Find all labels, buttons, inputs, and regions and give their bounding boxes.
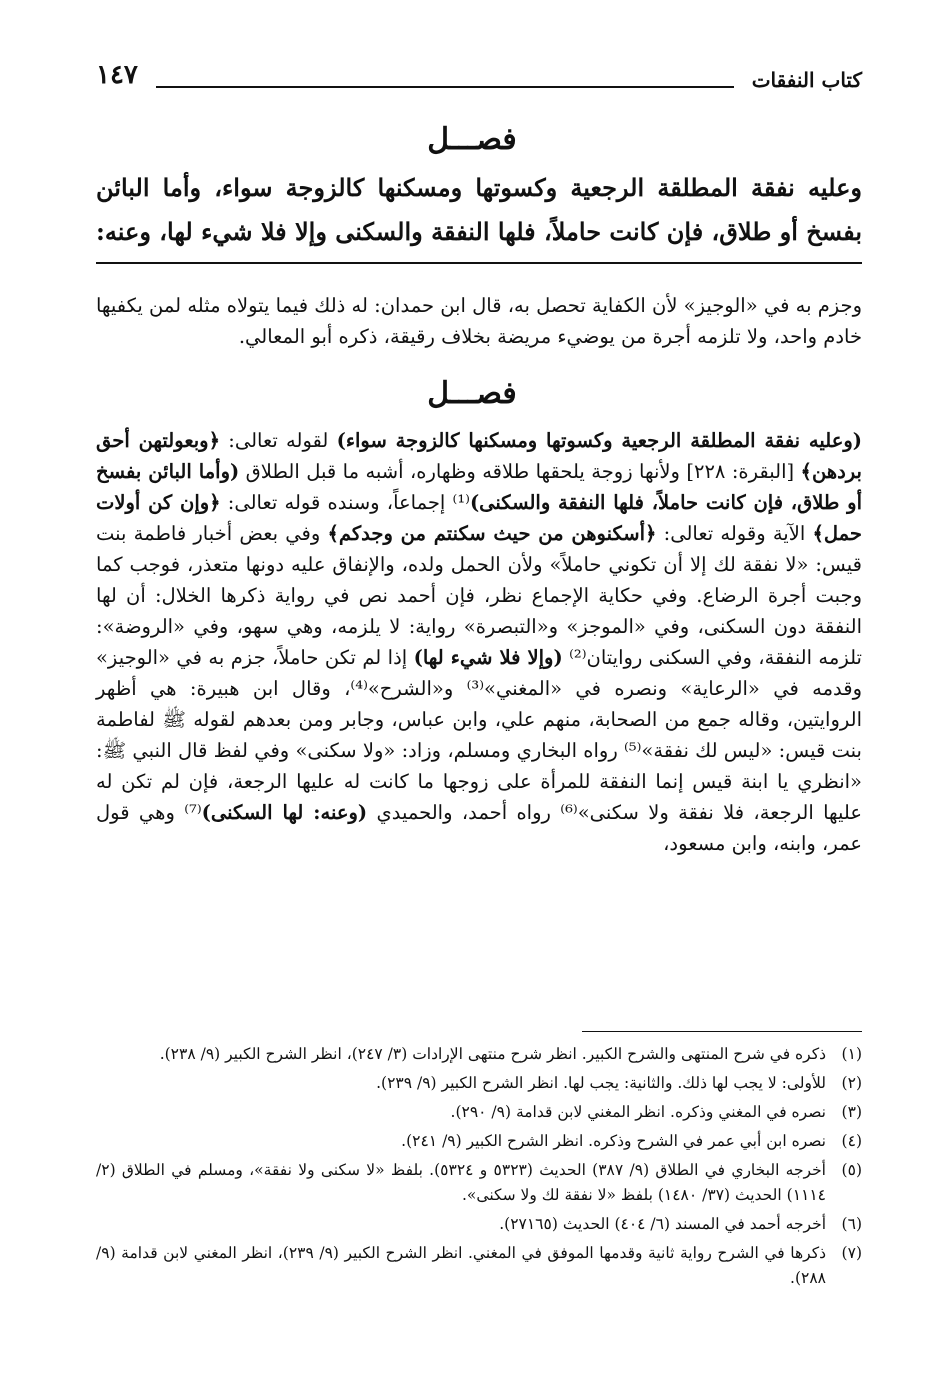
sharh-continuation: وجزم به في «الوجيز» لأن الكفاية تحصل به، قال ابن حمدان: له ذلك فيما يتولاه مثله لمن يكفيها خادم واحد، ولا تلزمه أجرة من يوضيء مريضة بخلاف رقيقة، ذكره أبو المعالي. xyxy=(95,294,862,348)
footnote-text: ذكرها في الشرح رواية ثانية وقدمها الموفق في المغني. انظر الشرح الكبير (٩/ ٢٣٩)، انظر المغني لابن قدامة (٩/ ٢٨٨). xyxy=(96,1244,826,1287)
page-header xyxy=(96,58,862,98)
header-rule xyxy=(156,86,734,88)
footnote-number: (٤) xyxy=(841,1132,862,1150)
footnote-text: نصره ابن أبي عمر في الشرح وذكره. انظر الشرح الكبير (٩/ ٢٤١). xyxy=(401,1132,826,1150)
matn-quote: (وأما البائن بفسخ أو طلاق، فإن كانت حاملاً، فلها النفقة والسكنى) xyxy=(96,460,862,514)
footnote-number: (٦) xyxy=(841,1215,862,1233)
matn-quote: (وإلا فلا شيء لها) xyxy=(413,646,563,669)
footnote-number: (٢) xyxy=(841,1074,862,1092)
matn-text: وعليه نفقة المطلقة الرجعية وكسوتها ومسكنها كالزوجة سواء، وأما البائن بفسخ أو طلاق، فإن كانت حاملاً، فلها النفقة والسكنى وإلا فلا شيء لها، وعنه: xyxy=(96,173,862,246)
sharh-text: وفي بعض أخبار فاطمة بنت قيس: «لا نفقة لك إلا أن تكوني حاملاً» ولأن الحمل ولده، والإنفاق عليه دونها متعذر، فوجب كما وجبت أجرة الرضاع. وفي حكاية الإجماع نظر، فإن أحمد نص في رواية ذكرها الخلال: أن لها النفقة دون السكنى، وفي «الموجز» و«التبصرة» رواية: لا يلزمه، وهي سهو، وفي «الروضة»: تلزمه النفقة، وفي السكنى روايتان⁽²⁾ xyxy=(96,522,862,669)
book-title: كتاب النفقات xyxy=(751,68,862,92)
matn-quote: ﴿أسكنوهن من حيث سكنتم من وجدكم﴾ xyxy=(327,522,657,545)
footnote-text: للأولى: لا يجب لها ذلك. والثانية: يجب لها. انظر الشرح الكبير (٩/ ٢٣٩). xyxy=(376,1074,826,1092)
footnote-number: (٥) xyxy=(841,1161,862,1179)
footnote-item xyxy=(96,1241,862,1291)
matn-quote: (وعليه نفقة المطلقة الرجعية وكسوتها ومسكنها كالزوجة سواء) xyxy=(336,429,862,452)
footnote-item xyxy=(96,1100,862,1125)
matn-quote: (وعنه: لها السكنى) xyxy=(201,801,368,824)
sharh-text: لقوله تعالى: xyxy=(220,429,337,452)
sharh-text: ⁽⁷⁾ وهي قول عمر، وابنه، وابن مسعود، xyxy=(96,801,862,855)
footnote-number: (٧) xyxy=(841,1244,862,1262)
footnotes xyxy=(96,1042,862,1295)
footnote-item xyxy=(96,1071,862,1096)
section-heading-1: فصـــل xyxy=(427,122,517,157)
sharh-paragraph xyxy=(96,425,862,859)
footnote-item xyxy=(96,1158,862,1208)
matn-separator-rule xyxy=(96,262,862,264)
footnote-item xyxy=(96,1212,862,1237)
footnote-separator xyxy=(582,1031,862,1032)
matn-quote: ﴿وبعولتهن أحق بردهن﴾ xyxy=(96,429,862,483)
footnote-text: ذكره في شرح المنتهى والشرح الكبير. انظر شرح منتهى الإرادات (٣/ ٢٤٧)، انظر الشرح الكبير (٩/ ٢٣٨). xyxy=(159,1045,826,1063)
section-heading-2: فصـــل xyxy=(427,376,517,411)
footnote-number: (١) xyxy=(841,1045,862,1063)
footnote-number: (٣) xyxy=(841,1103,862,1121)
sharh-text: الآية وقوله تعالى: xyxy=(656,522,813,545)
footnote-item xyxy=(96,1129,862,1154)
sharh-text: ⁽¹⁾ إجماعاً، وسنده قوله تعالى: xyxy=(220,491,470,514)
footnote-item xyxy=(96,1042,862,1067)
sharh-text: إذا لم تكن حاملاً، جزم به في «الوجيز» وقدمه في «الرعاية» ونصره في «المغني»⁽³⁾ و«الشرح»⁽⁴⁾، وقال ابن هبيرة: هي أظهر الروايتين، وقاله جمع من الصحابة، منهم علي، وابن عباس، وجابر ومن بعدهم لقوله ﷺ لفاطمة بنت قيس: «ليس لك نفقة»⁽⁵⁾ رواه البخاري ومسلم، وزاد: «ولا سكنى» وفي لفظ قال النبي ﷺ: «انظري يا ابنة قيس إنما النفقة للمرأة على زوجها ما كانت له عليها الرجعة، فإن لم تكن له عليها الرجعة، فلا نفقة ولا سكنى»⁽⁶⁾ رواه أحمد، والحميدي xyxy=(96,646,863,824)
matn-quote: ﴿وإن كن أولات حمل﴾ xyxy=(96,491,862,545)
page-number: ١٤٧ xyxy=(96,60,138,90)
sharh-body xyxy=(96,425,862,859)
footnote-text: أخرجه أحمد في المسند (٦/ ٤٠٤) الحديث (٢٧١٦٥). xyxy=(499,1215,826,1233)
footnote-text: أخرجه البخاري في الطلاق (٩/ ٣٨٧) الحديث (٥٣٢٣ و ٥٣٢٤). بلفظ «لا سكنى ولا نفقة»، ومسلم في الطلاق (٢/ ١١١٤) الحديث (٣٧/ ١٤٨٠) بلفظ «لا نفقة لك ولا سكنى». xyxy=(96,1161,826,1204)
footnote-text: نصره في المغني وذكره. انظر المغني لابن قدامة (٩/ ٢٩٠). xyxy=(450,1103,826,1121)
sharh-text: [البقرة: ٢٢٨] ولأنها زوجة يلحقها طلاقه وظهاره، أشبه ما قبل الطلاق xyxy=(239,460,801,483)
